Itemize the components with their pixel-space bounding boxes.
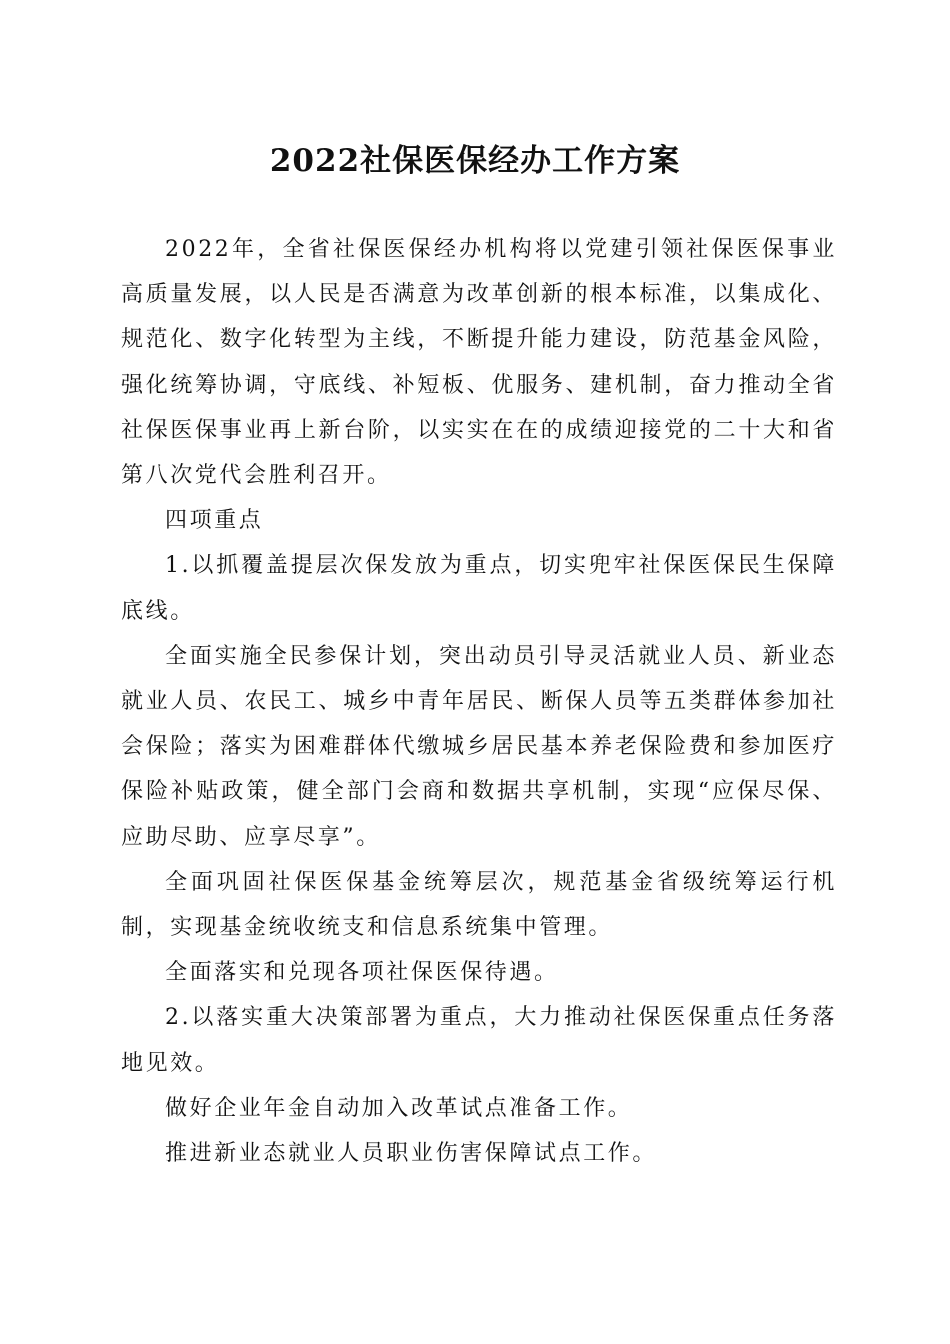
paragraph-benefits: 全面落实和兑现各项社保医保待遇。	[165, 960, 559, 986]
paragraph-section-heading: 四项重点	[165, 508, 264, 534]
paragraph-enrollment: 全面实施全民参保计划，突出动员引导灵活就业人员、新业态就业人员、农民工、城乡中青年居民、断保人员等五类群体参加社会保险；落实为困难群体代缴城乡居民基本养老保险费和参加医疗保险补贴政策，健全部门会商和数据共享机制，实现“应保尽保、应助尽助、应享尽享”。	[121, 643, 837, 850]
paragraph-annuity: 做好企业年金自动加入改革试点准备工作。	[165, 1095, 633, 1121]
paragraph-fund-pooling: 全面巩固社保医保基金统筹层次，规范基金省级统筹运行机制，实现基金统收统支和信息系统集中管理。	[121, 869, 837, 941]
document-body	[121, 227, 837, 1176]
paragraph-intro: 2022年，全省社保医保经办机构将以党建引领社保医保事业高质量发展，以人民是否满意为改革创新的根本标准，以集成化、规范化、数字化转型为主线，不断提升能力建设，防范基金风险，强化统筹协调，守底线、补短板、优服务、建机制，奋力推动全省社保医保事业再上新台阶，以实实在在的成绩迎接党的二十大和省第八次党代会胜利召开。	[121, 237, 837, 489]
paragraph-point-2: 2.以落实重大决策部署为重点，大力推动社保医保重点任务落地见效。	[121, 1005, 837, 1076]
paragraph-point-1: 1.以抓覆盖提层次保发放为重点，切实兜牢社保医保民生保障底线。	[121, 553, 837, 624]
paragraph-injury-insurance: 推进新业态就业人员职业伤害保障试点工作。	[165, 1141, 658, 1167]
document-title: 2022社保医保经办工作方案	[269, 143, 681, 179]
